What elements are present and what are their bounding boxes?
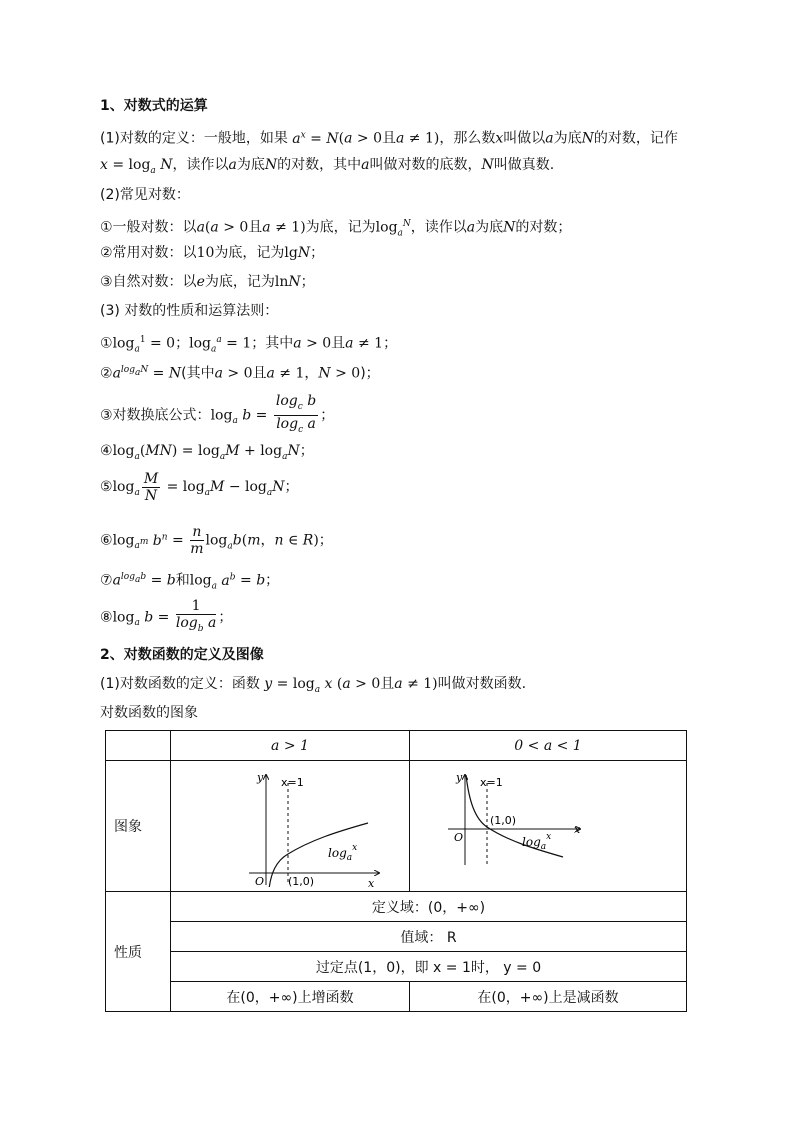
header-a-gt-1: a > 1 [171,731,410,761]
log-function-table [105,730,687,1012]
x-label: x [368,877,375,887]
property-fixed-point: 过定点(1，0)，即 x = 1时， y = 0 [171,952,687,982]
definition-line-1: (1)对数的定义：一般地，如果 $a^x = N(a > 0$且a ≠ 1)，那么数x叫做以a为底N的对数，记作 [100,130,678,147]
rule-2: $②a^{log_aN} = N$(其中a > 0且a ≠ 1，N > 0)； [100,365,380,382]
graph-caption: 对数函数的图象 [100,705,198,721]
property-decreasing: 在(0，+∞)上是减函数 [410,982,687,1012]
y-label: y [456,771,463,784]
rule-5: $⑤\log_a$ $\frac{M}{N}$ = $\log_aM - \log_aN$； [100,470,299,504]
origin-label: O [454,831,464,844]
header-a-lt-1: 0 < a < 1 [410,731,687,761]
log-curve-increasing [269,823,368,887]
graph-decreasing [410,761,686,887]
definition-line-2: $x = \log_a N$，读作以a为底N的对数，其中a叫做对数的底数，N叫做真数. [100,157,555,176]
property-increasing: 在(0，+∞)上增函数 [171,982,410,1012]
section-2-title: 2、对数函数的定义及图像 [100,647,264,663]
row-label-graph: 图象 [106,761,171,892]
rule-8: $⑧\log_a$ b = $\frac{1}{\log_b a}$ ； [100,598,233,634]
rule-1: $①\log_a^1 = 0$；$\log_a^a = 1$；其中a > 0且a ≠ 1； [100,335,398,355]
property-range: 值域： R [171,922,687,952]
graph-decreasing-cell [410,761,687,892]
natural-log-line: ③自然对数：以e为底，记为lnN； [100,274,315,290]
point-label: (1,0) [288,875,315,887]
section-1-title: 1、对数式的运算 [100,98,208,114]
property-domain: 定义域：(0，+∞) [171,892,687,922]
x-label: x [574,823,581,836]
rule-7: $⑦a^{log_ab} = b$和$\log_a a^b = b$； [100,572,280,592]
y-label: y [257,771,264,784]
curve-label: $\log_a^x$ [522,832,552,852]
row-label-properties: 性质 [106,892,171,1012]
curve-label: $\log_a^x$ [328,843,358,863]
log-function-definition: (1)对数函数的定义：函数 $y = \log_a x$ (a > 0且a ≠ 1)叫做对数函数. [100,676,527,695]
rule-6: $⑥\log_{a^m}$ $b^n$ = $\frac{n}{m}$ $\log_ab(m$，n ∈ R)； [100,524,333,558]
point-label: (1,0) [490,814,517,827]
common-log-title: (2)常见对数： [100,187,190,203]
general-log-line: ①一般对数：以a(a > 0且a ≠ 1)为底，记为$\log_a^N$，读作以a为底N的对数； [100,219,572,239]
common-log-line: ②常用对数：以10为底，记为lgN； [100,245,325,261]
rules-title: (3) 对数的性质和运算法则： [100,303,279,319]
graph-increasing [171,761,409,887]
origin-label: O [255,875,265,887]
line-label: x=1 [281,776,304,789]
header-empty-cell [106,731,171,761]
rule-4: $④\log_a(MN) = \log_aM + \log_aN$； [100,443,314,462]
rule-3: ③对数换底公式：$\log_a b$ = $\frac{\log_c b}{\log_c a}$ ； [100,393,335,435]
line-label: x=1 [480,776,503,789]
graph-increasing-cell [171,761,410,892]
